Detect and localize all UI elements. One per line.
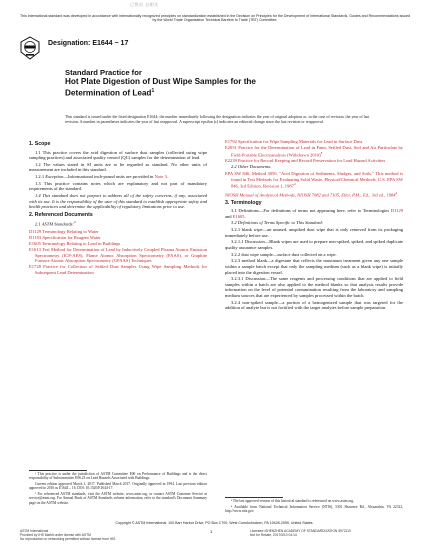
- title-line-2: Hot Plate Digestion of Dust Wipe Samples for the: [65, 77, 256, 87]
- paragraph-1-4: 1.4 This standard does not purport to address all of the safety concerns, if any, associated with its use. It is the responsibility of the user of this standard to establish appropriate safety and health practices and determine the applicability of regulatory limitations prior to use.: [29, 193, 207, 210]
- list-item: E2239 Practice for Record Keeping and Record Preservation for Lead Hazard Activities: [225, 158, 386, 164]
- footnote-1b: Current edition approved March 1, 2017. Published March 2017. Originally approved in 1994. Last previous edition approved in 2016 as E1644 – 16. DOI: 10.1520/E1644-17.: [29, 482, 207, 491]
- preamble: This standard is issued under the fixed designation E1644; the number immediately following the designation indicates the year of original adoption or, in the case of revision, the year of last revision. A number in parentheses indicates the year of last reapproval. A superscript epsilon (ε) indicates an editorial change since the last revision or reapproval.: [65, 114, 370, 124]
- left-footnotes: [29, 472, 207, 506]
- reference-link[interactable]: E1728: [29, 264, 41, 270]
- footnote-2: ² For referenced ASTM standards, visit the ASTM website, www.astm.org, or contact ASTM Customer Service at service@astm.org. For Annual Book of ASTM Standards volume information, refer to the standard's Document Summary page on the ASTM website.: [29, 492, 207, 505]
- paragraph-1-2: 1.2 The values stated in SI units are to be regarded as standard. No other units of measurement are included in this standard.: [29, 161, 207, 173]
- section-heading-terminology: 3. Terminology: [225, 199, 262, 206]
- list-item: D1193 Specification for Reagent Water: [29, 234, 101, 240]
- reference-link[interactable]: E1605: [29, 240, 41, 246]
- license-footer: [20, 529, 420, 541]
- reference-link[interactable]: E2051: [225, 145, 237, 151]
- footnote-1: ¹ This practice is under the jurisdiction of ASTM Committee E06 on Performance of Buildings and is the direct responsibility of Subcommittee E06.23 on Lead Hazards Associated with Buildings.: [29, 472, 207, 481]
- other-document-niosh[interactable]: NIOSH Manual of Analytical Methods, NIOSH 7082 and 7105, Eller, P.M.; Ed., 3rd ed., 1984$^4$: [225, 190, 398, 198]
- paragraph-1-3: 1.3 This practice contains notes which are explanatory and not part of mandatory requirements of the standard.: [29, 180, 207, 192]
- list-item: E1728 Practice for Collection of Settled Dust Samples Using Wipe Sampling Methods for Subsequent Lead Determination: [29, 264, 207, 275]
- astm-reference-list-continued: [225, 139, 403, 164]
- paragraph-3-1: 3.1 Definitions—For definitions of terms not appearing here, refer to Terminologies D1129 and E1605.: [225, 208, 403, 219]
- copyright-line: Copyright © ASTM International, 100 Barr Harbor Drive, PO Box C700, West Conshohocken, PA 19428-2959, United States.: [115, 521, 314, 525]
- reference-link[interactable]: E2239: [225, 158, 237, 164]
- other-document-epa[interactable]: EPA SW 846, Method 3050, "Acid Digestion of Sediments, Sludges, and Soils," This method is found in Test Methods for Evaluating Solid Waste, Physical/Chemical Methods, U.S. EPA SW 846, 3rd Edition, Revision 1, 1987$^4$: [225, 171, 403, 189]
- footnote-3: ³ The last approved version of this historical standard is referenced on www.astm.org.: [231, 499, 354, 503]
- section-heading-referenced-documents: 2. Referenced Documents: [29, 211, 93, 218]
- paragraph-1-2-1: 1.2.1 Exception—Informational inch-pound units are provided in Note 3.: [35, 174, 168, 180]
- paragraph-3-2-1: 3.2.1 blank wipe—an unused, unspiked dust wipe that is only removed from its packaging immediately before use.: [225, 227, 403, 238]
- reference-link[interactable]: E1613: [29, 246, 41, 252]
- footnote-divider: [29, 470, 87, 471]
- list-item: D1129 Terminology Relating to Water: [29, 228, 99, 234]
- right-column: [225, 139, 403, 312]
- list-item: E1605 Terminology Relating to Lead in Buildings: [29, 240, 121, 246]
- title-line-3: Determination of Lead$^1$: [65, 88, 155, 98]
- paragraph-3-2-3: 3.2.3 method blank—a digestate that reflects the maximum treatment given any one sample within a sample batch except that only the sampling medium (such as a blank wipe) is initially placed into the digestion vessel.: [225, 258, 403, 275]
- title-line-1: Standard Practice for: [65, 68, 142, 77]
- license-left: ASTM International Provided by IHS Markit under license with ASTM No reproduction or networking permitted without license from IHS: [20, 529, 116, 541]
- standards-notice: This international standard was developed in accordance with internationally recognized principles on standardization established in the Decision on Principles for the Development of International Standards, Guides and Recommendations issued by the World Trade Organization Technical Barriers to Trade (TBT) Committee.: [20, 14, 410, 23]
- paragraph-3-2-1-1: 3.2.1.1 Discussion—Blank wipes are used to prepare non-spiked, spiked, and spiked duplicate quality assurance samples.: [225, 239, 403, 251]
- paragraph-3-2-3-1: 3.2.3.1 Discussion—The same reagents and processing conditions that are applied to field samples within a batch are also applied to the method blanks so that analysis results provide information on the level of potential contamination resulting from the laboratory and sampling medium sources that are experienced by samples processed within the batch.: [225, 276, 403, 298]
- paragraph-2-2: 2.2 Other Documents:: [231, 164, 272, 170]
- footnote-divider: [225, 497, 283, 498]
- list-item: E1613 Test Method for Determination of Lead by Inductively Coupled Plasma Atomic Emission Spectrometry (ICP-AES), Flame Atomic Absorption Spectrometry (FAAS), or Graphite Furnace Atomic Absorption Spectrometry (GFAAS) Techniques: [29, 246, 207, 264]
- watermark-text: 已售出 自相关: [130, 2, 159, 7]
- paragraph-3-2-2: 3.2.2 dust wipe sample—surface dust collected on a wipe.: [231, 251, 337, 257]
- astm-logo-icon: [20, 36, 40, 60]
- license-right: Licensee=SHENZHEN ACADEMY OF STANDARDIZATION 5972119 Not for Resale, 2017/5/10 04:14: [250, 529, 351, 537]
- left-column: [29, 139, 207, 276]
- astm-reference-list: [29, 229, 207, 276]
- reference-link[interactable]: D1129: [390, 208, 403, 214]
- page-number: 1: [210, 529, 213, 534]
- document-title: [65, 68, 385, 98]
- reference-link[interactable]: D1129: [29, 228, 42, 234]
- reference-link[interactable]: D1193: [29, 234, 42, 240]
- section-heading-scope: 1. Scope: [29, 141, 51, 147]
- list-item: E2051 Practice for the Determination of Lead in Paint, Settled Dust, Soil and Air Particulate by Field-Portable Electroanalysis (Withdrawn 2010)$^3$: [225, 145, 403, 158]
- paragraph-3-2: 3.2 Definitions of Terms Specific to This Standard:: [231, 220, 324, 226]
- right-footnotes: [225, 499, 403, 515]
- list-item: E1792 Specification for Wipe Sampling Materials for Lead in Surface Dust: [225, 139, 363, 144]
- paragraph-1-1: 1.1 This practice covers the acid digestion of surface dust samples (collected using wipe sampling practices) and associated quality control (QC) samples for the determination of lead.: [29, 149, 207, 161]
- note-3-link[interactable]: Note 3: [154, 174, 167, 180]
- designation: Designation: E1644 − 17: [48, 40, 129, 47]
- footnote-4: ⁴ Available from National Technical Information Service (NTIS), 5301 Shawnee Rd., Alexandria, VA 22312, http://www.ntis.gov.: [225, 504, 403, 513]
- reference-link[interactable]: E1605: [232, 213, 245, 219]
- paragraph-2-1: 2.1 ASTM Standards:$^2$: [35, 220, 76, 227]
- reference-link[interactable]: E1792: [225, 139, 237, 144]
- paragraph-3-2-4: 3.2.4 non-spiked sample—a portion of a homogenized sample that was targeted for the addition of analyte but is not fortified with the target analytes before sample preparation.: [225, 299, 403, 311]
